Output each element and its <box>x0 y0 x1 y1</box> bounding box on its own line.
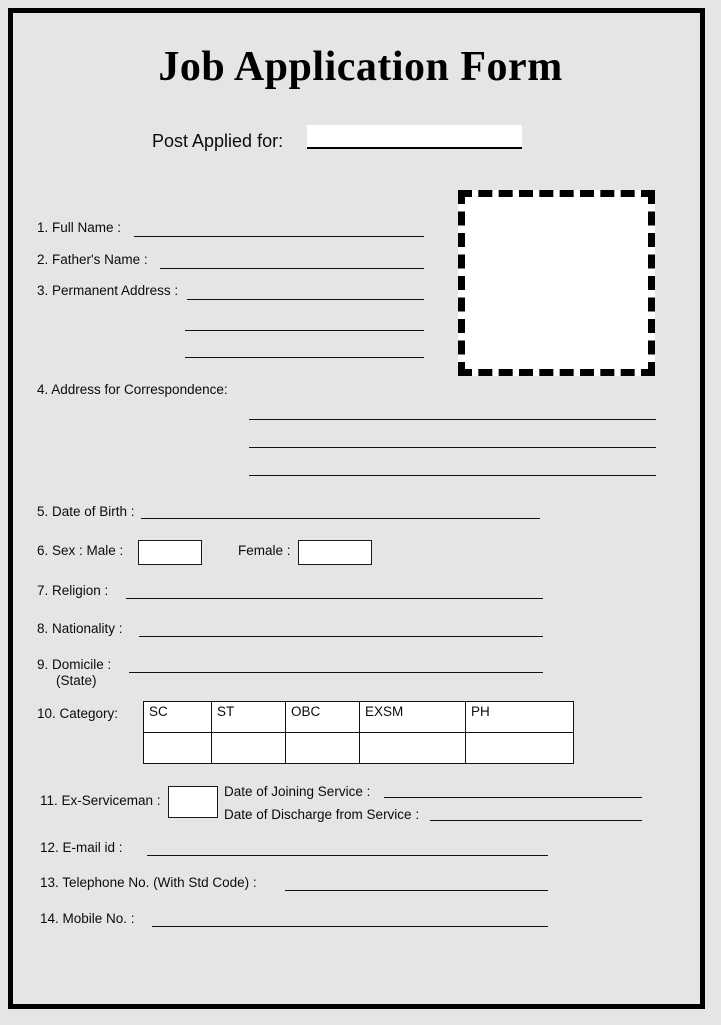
label-address-correspondence: 4. Address for Correspondence: <box>37 382 228 397</box>
input-address-correspondence-line-1[interactable] <box>249 419 656 420</box>
label-ex-serviceman: 11. Ex-Serviceman : <box>40 793 161 808</box>
input-date-of-joining[interactable] <box>384 797 642 798</box>
input-full-name[interactable] <box>134 236 424 237</box>
input-telephone[interactable] <box>285 890 548 891</box>
label-permanent-address: 3. Permanent Address : <box>37 283 179 298</box>
label-domicile-sub: (State) <box>56 673 97 688</box>
category-table <box>143 701 574 764</box>
category-header-obc: OBC <box>286 702 360 733</box>
input-permanent-address-line-3[interactable] <box>185 357 424 358</box>
category-header-ph: PH <box>466 702 574 733</box>
input-nationality[interactable] <box>139 636 543 637</box>
post-applied-label: Post Applied for: <box>152 131 284 151</box>
input-address-correspondence-line-3[interactable] <box>249 475 656 476</box>
input-permanent-address-line-2[interactable] <box>185 330 424 331</box>
input-date-of-discharge[interactable] <box>430 820 642 821</box>
label-date-of-joining: Date of Joining Service : <box>224 784 371 799</box>
category-value-sc[interactable] <box>144 733 212 764</box>
photograph-box[interactable] <box>458 190 655 376</box>
table-row-values <box>144 733 574 764</box>
category-value-obc[interactable] <box>286 733 360 764</box>
label-date-of-discharge: Date of Discharge from Service : <box>224 807 420 822</box>
category-value-st[interactable] <box>212 733 286 764</box>
input-permanent-address-line-1[interactable] <box>187 299 424 300</box>
checkbox-sex-male[interactable] <box>138 540 202 565</box>
label-telephone: 13. Telephone No. (With Std Code) : <box>40 875 257 890</box>
label-category: 10. Category: <box>37 706 119 721</box>
label-sex-male: 6. Sex : Male : <box>37 543 124 558</box>
input-mobile[interactable] <box>152 926 548 927</box>
input-domicile[interactable] <box>129 672 543 673</box>
table-row-headers <box>144 702 574 733</box>
input-date-of-birth[interactable] <box>141 518 540 519</box>
label-sex-female: Female : <box>238 543 291 558</box>
post-applied-input[interactable] <box>307 125 522 149</box>
label-domicile: 9. Domicile : <box>37 657 112 672</box>
category-header-st: ST <box>212 702 286 733</box>
input-email[interactable] <box>147 855 548 856</box>
category-header-exsm: EXSM <box>360 702 466 733</box>
input-address-correspondence-line-2[interactable] <box>249 447 656 448</box>
checkbox-ex-serviceman[interactable] <box>168 786 218 818</box>
label-religion: 7. Religion : <box>37 583 109 598</box>
checkbox-sex-female[interactable] <box>298 540 372 565</box>
category-header-sc: SC <box>144 702 212 733</box>
post-applied-row <box>152 129 283 153</box>
label-date-of-birth: 5. Date of Birth : <box>37 504 135 519</box>
label-full-name: 1. Full Name : <box>37 220 122 235</box>
label-nationality: 8. Nationality : <box>37 621 123 636</box>
label-fathers-name: 2. Father's Name : <box>37 252 148 267</box>
category-value-exsm[interactable] <box>360 733 466 764</box>
category-value-ph[interactable] <box>466 733 574 764</box>
input-fathers-name[interactable] <box>160 268 424 269</box>
label-mobile: 14. Mobile No. : <box>40 911 135 926</box>
page-title: Job Application Form <box>158 44 563 90</box>
input-religion[interactable] <box>126 598 543 599</box>
label-email: 12. E-mail id : <box>40 840 123 855</box>
